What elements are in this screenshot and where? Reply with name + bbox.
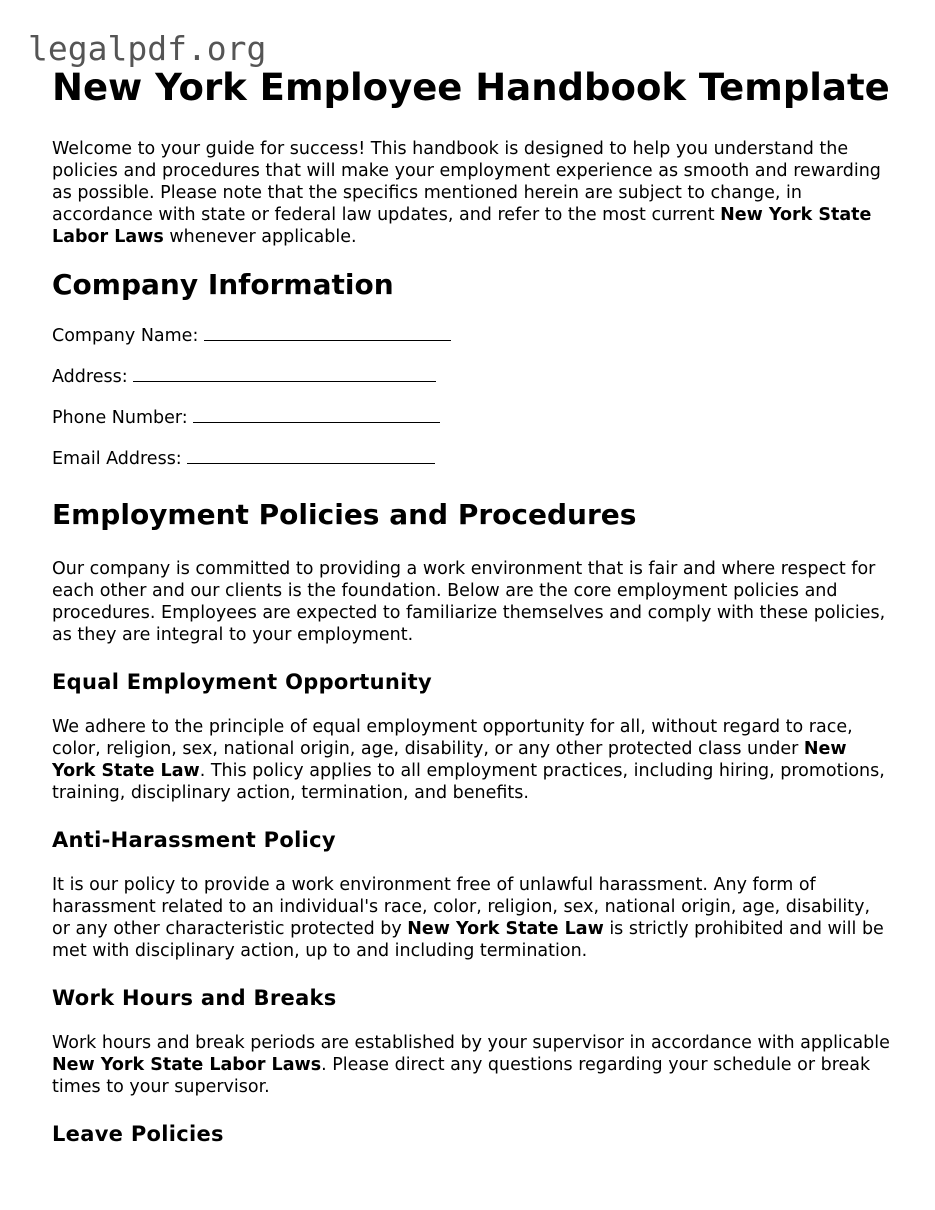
email-label: Email Address: (52, 449, 182, 469)
intro-text-end: whenever applicable. (163, 227, 357, 247)
hours-paragraph (52, 1032, 892, 1098)
hours-heading: Work Hours and Breaks (52, 986, 337, 1010)
document-page (52, 66, 892, 1147)
policies-heading: Employment Policies and Procedures (52, 498, 637, 531)
address-field (52, 365, 892, 388)
company-name-input[interactable] (204, 324, 451, 341)
company-name-label: Company Name: (52, 326, 199, 346)
phone-label: Phone Number: (52, 408, 188, 428)
company-info-fields (52, 324, 892, 470)
eeo-text-end: . This policy applies to all employment practices, including hiring, promotions, training, disciplinary action, termination, and benefits. (52, 761, 885, 803)
phone-field (52, 406, 892, 429)
harassment-paragraph (52, 874, 892, 962)
hours-text: Work hours and break periods are established by your supervisor in accordance with applicable (52, 1033, 890, 1053)
eeo-text: We adhere to the principle of equal employment opportunity for all, without regard to race, color, religion, sex, national origin, age, disability, or any other protected class under (52, 717, 853, 759)
hours-text-end: . Please direct any questions regarding your schedule or break times to your supervisor. (52, 1055, 871, 1097)
watermark: legalpdf.org (28, 29, 267, 68)
leave-heading: Leave Policies (52, 1122, 224, 1146)
eeo-bold-law: New York State Law (52, 739, 847, 781)
page-title: New York Employee Handbook Template (52, 66, 890, 109)
email-input[interactable] (187, 447, 435, 464)
harassment-text: It is our policy to provide a work environment free of unlawful harassment. Any form of harassment related to an individual's race, color, religion, sex, national origin, age, disability, or any other characteristic protected by (52, 875, 871, 939)
address-label: Address: (52, 367, 128, 387)
phone-input[interactable] (193, 406, 440, 423)
harassment-bold-law: New York State Law (407, 919, 604, 939)
company-name-field (52, 324, 892, 347)
harassment-heading: Anti-Harassment Policy (52, 828, 336, 852)
eeo-heading: Equal Employment Opportunity (52, 670, 432, 694)
harassment-text-end: is strictly prohibited and will be met with disciplinary action, up to and including termination. (52, 919, 884, 961)
policies-intro: Our company is committed to providing a work environment that is fair and where respect for each other and our clients is the foundation. Below are the core employment policies and procedures. Employees are expected to familiarize themselves and comply with these policies, as they are integral to your employment. (52, 559, 886, 645)
email-field (52, 447, 892, 470)
hours-bold-law: New York State Labor Laws (52, 1055, 322, 1075)
address-input[interactable] (133, 365, 436, 382)
company-info-heading: Company Information (52, 268, 394, 301)
intro-bold-law: New York State Labor Laws (52, 205, 872, 247)
eeo-paragraph (52, 716, 892, 804)
intro-paragraph (52, 138, 892, 248)
intro-text: Welcome to your guide for success! This handbook is designed to help you understand the policies and procedures that will make your employment experience as smooth and rewarding as possible. Please note that the specifics mentioned herein are subject to change, in accordance with state or federal law updates, and refer to the most current (52, 139, 881, 225)
